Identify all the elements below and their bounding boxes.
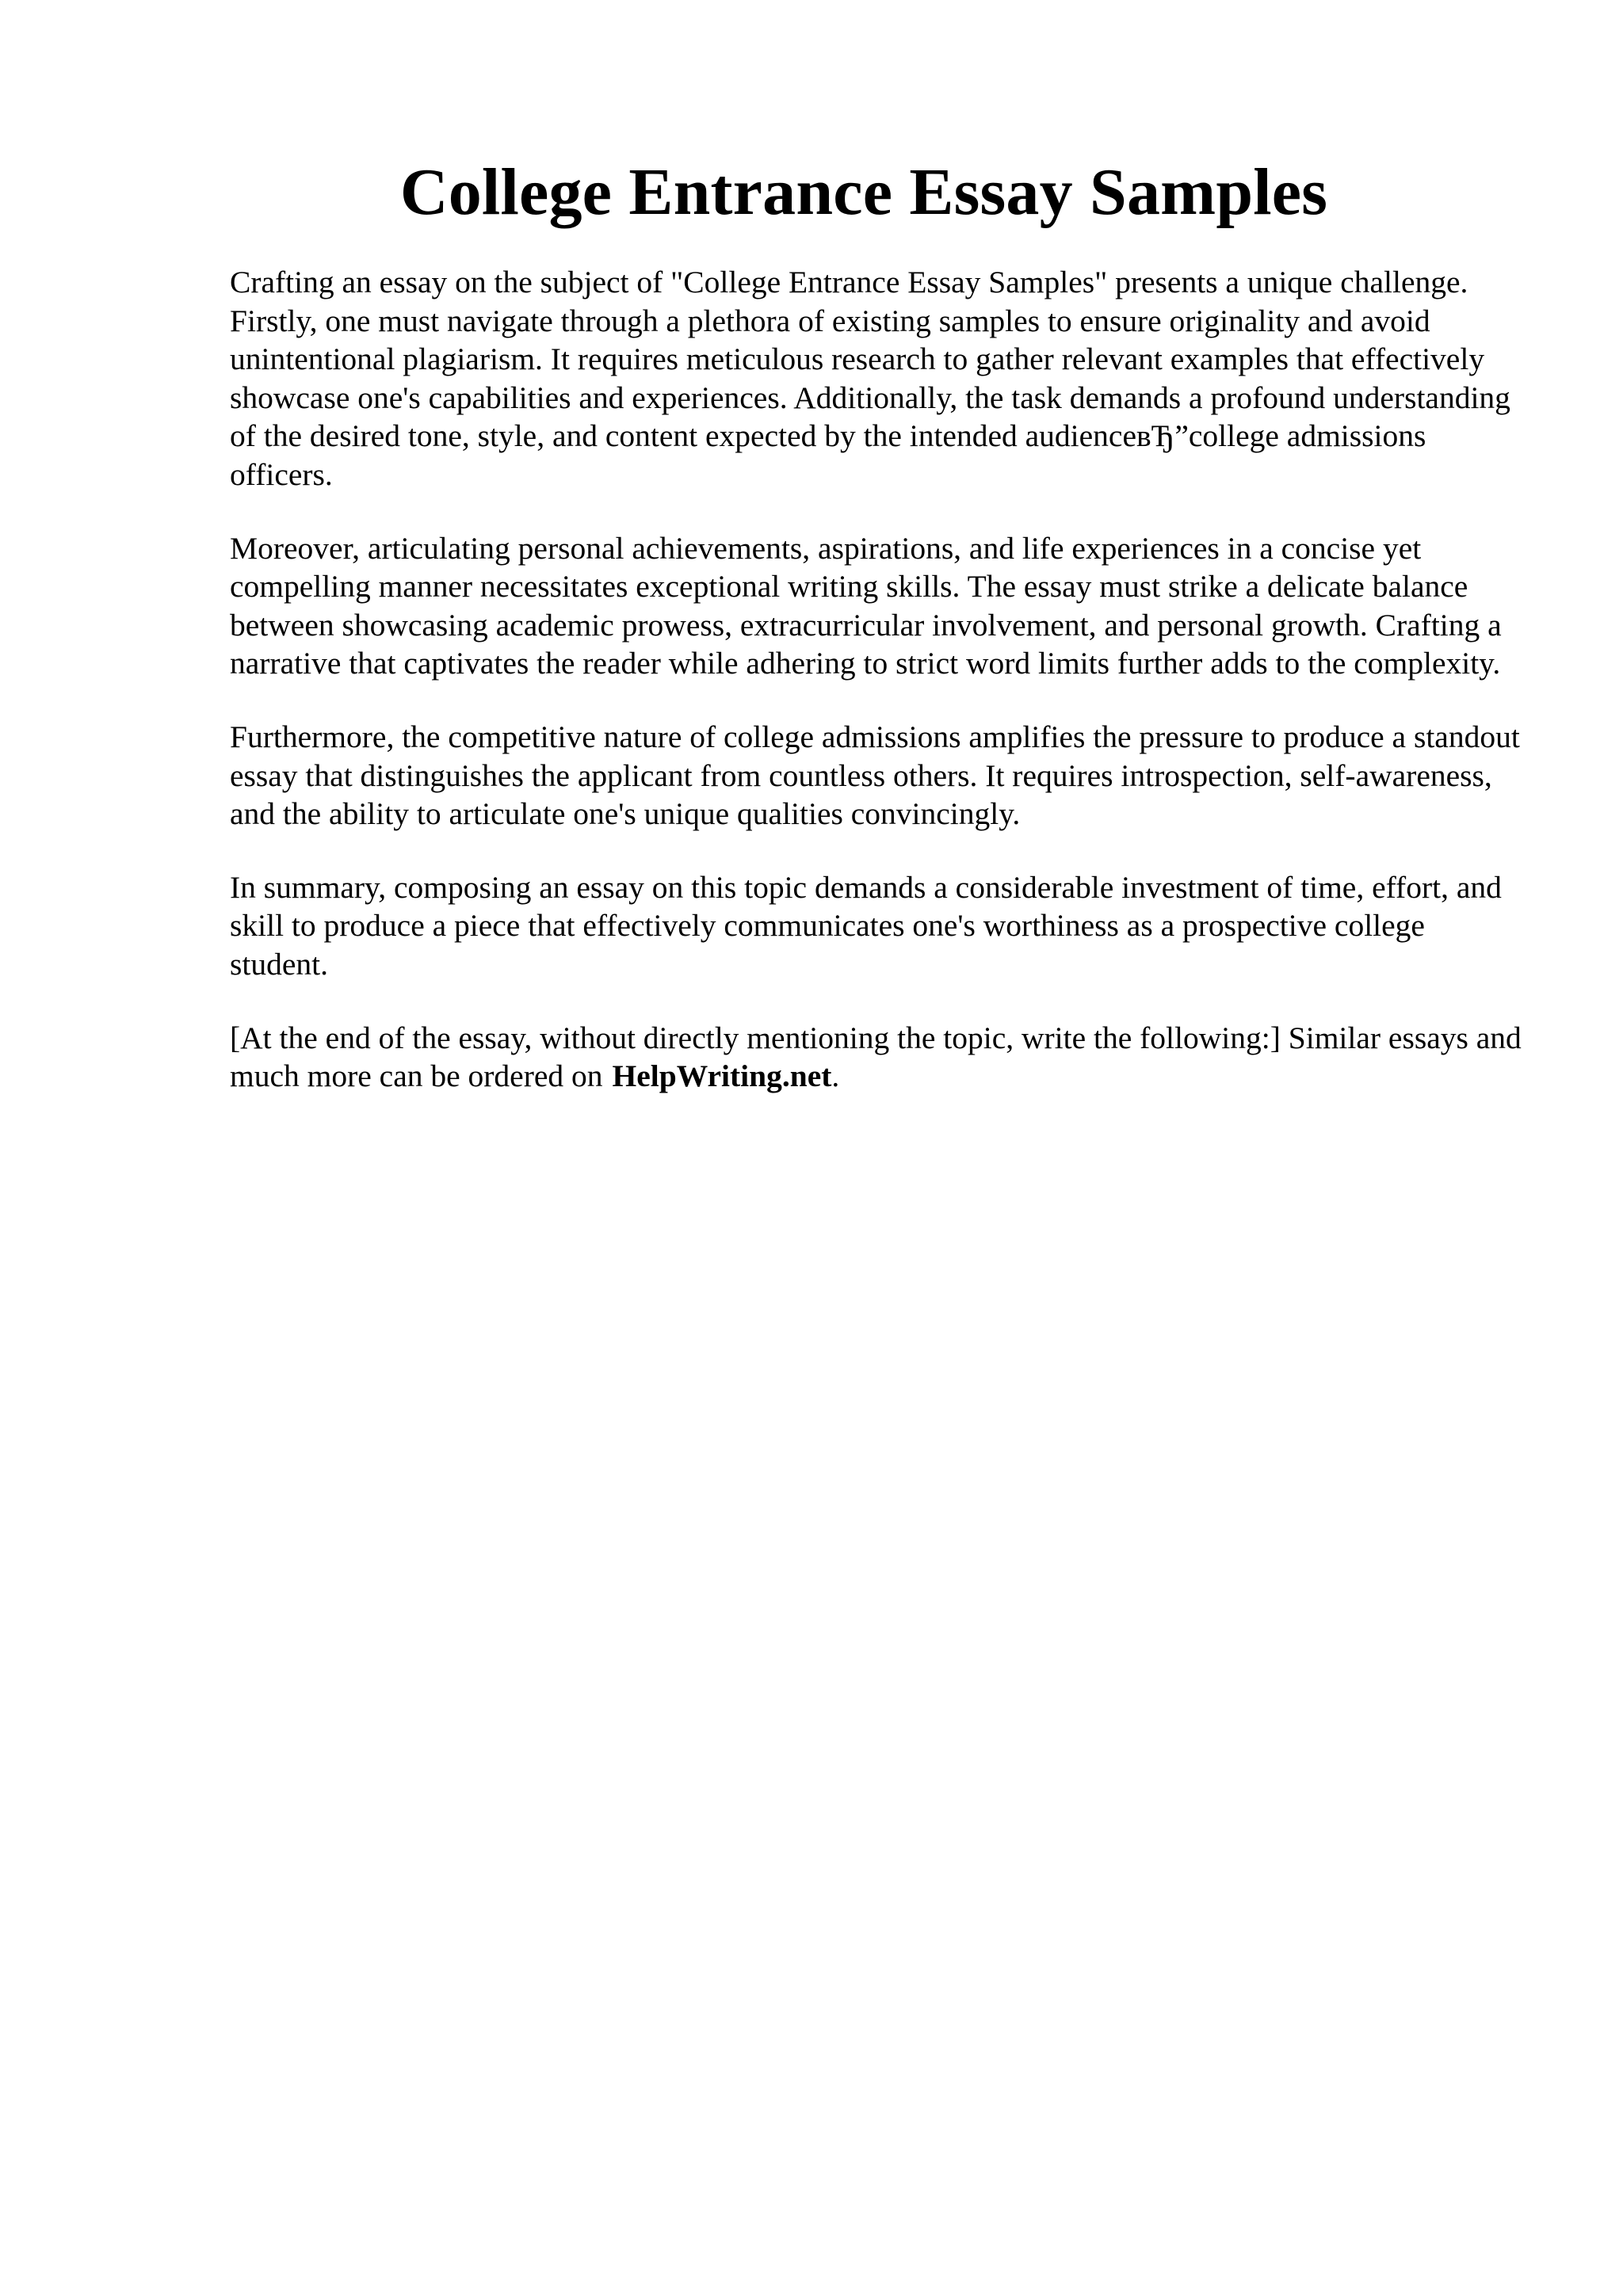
brand-name: HelpWriting.net	[612, 1058, 832, 1094]
paragraph-3: Furthermore, the competitive nature of college admissions amplifies the pressure to produce a standout essay that distinguishes the applicant from countless others. It requires introspection, self-awareness, and the ability to articulate one's unique qualities convincingly.	[230, 719, 1520, 832]
closing-text: [At the end of the essay, without directly mentioning the topic, write the following:] Similar essays and much more can be ordered on	[230, 1020, 1522, 1094]
closing-paragraph	[230, 1019, 1529, 1096]
document-title: College Entrance Essay Samples	[399, 155, 1328, 229]
paragraph-4: In summary, composing an essay on this topic demands a considerable investment of time, effort, and skill to produce a piece that effectively communicates one's worthiness as a prospective college student.	[230, 869, 1502, 982]
paragraph-1: Crafting an essay on the subject of "College Entrance Essay Samples" presents a unique challenge. Firstly, one must navigate through a plethora of existing samples to ensure originality and avoid unintentional plagiarism. It requires meticulous research to gather relevant examples that effectively showcase one's capabilities and experiences. Additionally, the task demands a profound understanding of the desired tone, style, and content expected by the intended audienceвЂ”college admissions officers.	[230, 265, 1510, 492]
paragraph-2: Moreover, articulating personal achievements, aspirations, and life experiences in a concise yet compelling manner necessitates exceptional writing skills. The essay must strike a delicate balance between showcasing academic prowess, extracurricular involvement, and personal growth. Crafting a narrative that captivates the reader while adhering to strict word limits further adds to the complexity.	[230, 530, 1502, 681]
essay-body	[230, 263, 1529, 1096]
closing-period: .	[831, 1058, 840, 1094]
